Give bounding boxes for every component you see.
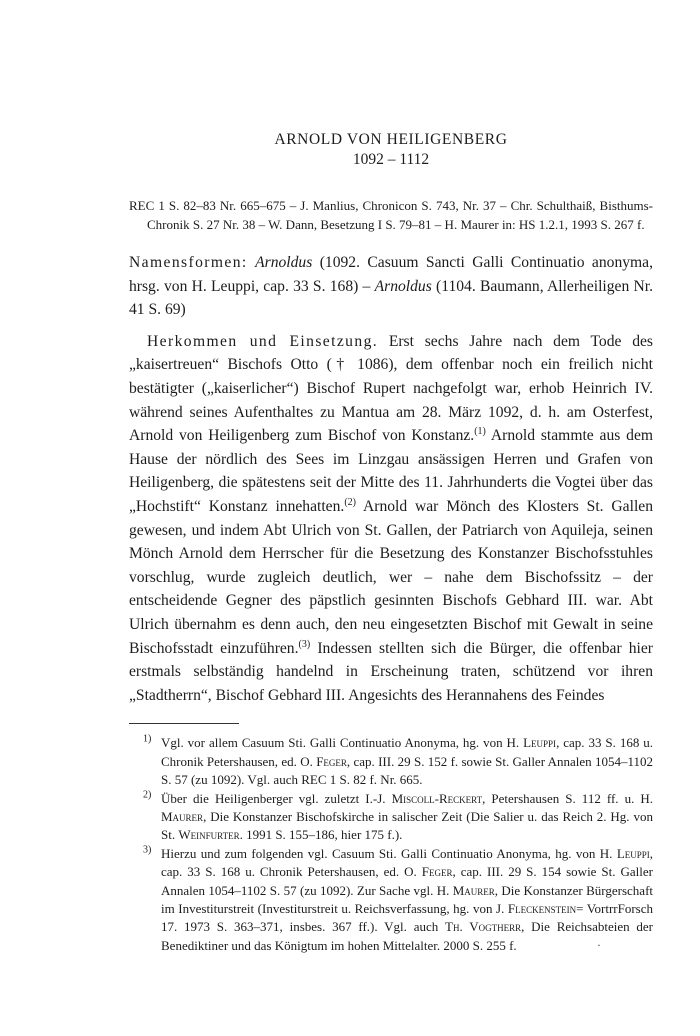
herkommen-heading: Herkommen und Einsetzung. [147,332,379,350]
footnote-number: 3) [143,844,152,856]
page-title: ARNOLD VON HEILIGENBERG [274,131,508,148]
herkommen-text-2: Arnold stammte aus dem Hause der nördlich des Sees im Linzgau ansässigen Herren und Grafen von Heiligenberg, die spätestens seit der Mitte des 11. Jahrhunderts die Vogtei über das „Hochstift“ Konstanz innehatten. [129,427,653,515]
footnote-ref-1[interactable]: (1) [474,425,486,437]
footnote-1: $^{1)}$ Vgl. vor allem Casuum Sti. Galli Continuatio Anonyma, hg. von H. Leuppi, cap. 33 S. 168 u. Chronik Petershausen, ed. O. Feger, cap. III. 29 S. 152 f. sowie St. Galler Annalen 1054–1102 S. 57 (zu 1092). Vgl. auch REC 1 S. 82 f. Nr. 665. [143,733,654,788]
footnote-divider [129,723,239,724]
name-form-1-source: (1092. Casuum Sancti Galli Continuatio anonyma, hrsg. von H. Leuppi, cap. 33 S. 168) – [129,254,653,295]
herkommen-paragraph [129,330,653,708]
name-form-2-source: (1104. Baumann, Allerheiligen Nr. 41 S. 69) [129,277,653,319]
page-speck: · [597,938,601,952]
document-page [129,130,653,955]
footnote-3: $^{3)}$ Hierzu und zum folgenden vgl. Casuum Sti. Galli Continuatio Anonyma, hg. von H. Leuppi, cap. 33 S. 168 u. Chronik Petershausen, ed. O. Feger, cap. III. 29 S. 154 sowie St. Galler Annalen 1054–1102 S. 57 (zu 1092). Zur Sache vgl. H. Maurer, Die Konstanzer Bürgerschaft im Investiturstreit (Investiturstreit u. Reichsverfassung, hg. von J. Fleckenstein= VortrrForsch 17. 1973 S. 363–371, insbes. 367 ff.). Vgl. auch Th. Vogtherr, Die Reichsabteien der Benediktiner und das Königtum im hohen Mittelalter. 2000 S. 255 f. [143,844,654,953]
footnote-number: 1) [143,733,152,745]
sources-line: REC 1 S. 82–83 Nr. 665–675 – J. Manlius, Chronicon S. 743, Nr. 37 – Chr. Schulthaiß, Bisthums-Chronik S. 27 Nr. 38 – W. Dann, Besetzung I S. 79–81 – H. Maurer in: HS 1.2.1, 1993 S. 267 f. [129,198,653,232]
footnotes [129,734,653,955]
name-form-1: Arnoldus [255,254,313,271]
herkommen-text-4: Indessen stellten sich die Bürger, die offenbar hier erstmals selbständig handelnd in Erscheinung traten, schützend vor ihren „Stadtherrn“, Bischof Gebhard III. Angesichts des Herannahens des Feindes [129,639,653,704]
footnote-ref-3[interactable]: (3) [298,638,311,650]
herkommen-text-3: Arnold war Mönch des Klosters St. Gallen gewesen, und indem Abt Ulrich von St. Gallen, der Patriarch von Aquileja, seinen Mönch Arnold dem Herrscher für die Besetzung des Konstanzer Bischofsstuhles vorschlug, wurde zugleich deutlich, wer – nahe dem Bischofssitz – der entscheidende Gegner des päpstlich gesinnten Bischofs Gebhard III. war. Abt Ulrich übernahm es denn auch, den neu eingesetzten Bischof mit Gewalt in seine Bischofsstadt einzuführen. [129,497,653,657]
tenure-years: 1092 – 1112 [352,151,430,168]
footnote-2: $^{2)}$ Über die Heiligenberger vgl. zuletzt I.-J. Miscoll-Reckert, Petershausen S. 112 ff. u. H. Maurer, Die Konstanzer Bischofskirche in salischer Zeit (Die Salier u. das Reich 2. Hg. von St. Weinfurter. 1991 S. 155–186, hier 175 f.). [143,789,653,843]
namensformen-paragraph [129,251,653,322]
name-form-2: Arnoldus [374,277,432,295]
footnote-ref-2[interactable]: (2) [344,496,356,508]
footnote-number: 2) [143,789,152,801]
namensformen-heading: Namensformen: [129,254,248,271]
herkommen-text-1: Erst sechs Jahre nach dem Tode des „kaisertreuen“ Bischofs Otto († 1086), dem offenbar noch ein freilich nicht bestätigter („kaiserlicher“) Bischof Rupert nachgefolgt war, erhob Heinrich IV. während seines Aufenthaltes zu Mantua am 28. März 1092, d. h. am Osterfest, Arnold von Heiligenberg zum Bischof von Konstanz. [129,332,653,445]
